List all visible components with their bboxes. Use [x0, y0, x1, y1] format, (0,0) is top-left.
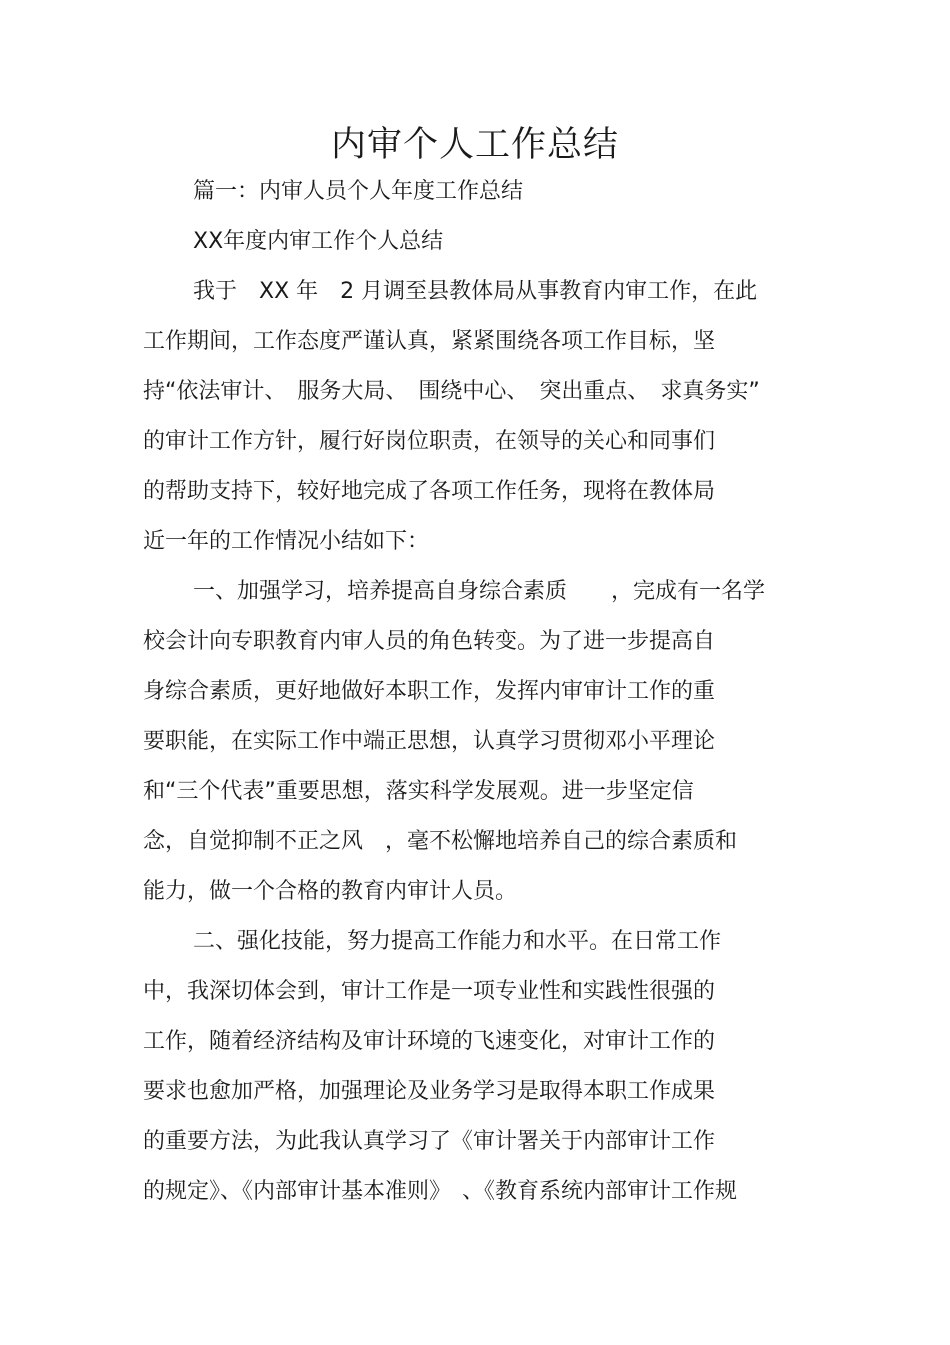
- paragraph-line: 的规定》、《内部审计基本准则》 、《教育系统内部审计工作规: [143, 1179, 738, 1204]
- paragraph-line: 一、加强学习，培养提高自身综合素质 ，完成有一名学: [193, 579, 766, 604]
- paragraph-line: 的审计工作方针，履行好岗位职责，在领导的关心和同事们: [143, 429, 716, 454]
- paragraph-line: 持“依法审计、 服务大局、 围绕中心、 突出重点、 求真务实”: [143, 379, 760, 404]
- paragraph-line: 二、强化技能，努力提高工作能力和水平。在日常工作: [193, 929, 722, 954]
- paragraph-line: 身综合素质，更好地做好本职工作，发挥内审审计工作的重: [143, 679, 716, 704]
- document-title: 内审个人工作总结: [330, 125, 619, 165]
- paragraph-line: 和“三个代表”重要思想，落实科学发展观。进一步坚定信: [143, 779, 694, 804]
- paragraph-line: 能力，做一个合格的教育内审计人员。: [143, 879, 518, 904]
- paragraph-line: 工作期间，工作态度严谨认真，紧紧围绕各项工作目标，坚: [143, 329, 716, 354]
- paragraph-line: 工作，随着经济结构及审计环境的飞速变化，对审计工作的: [143, 1029, 716, 1054]
- paragraph-line: 的重要方法，为此我认真学习了《审计署关于内部审计工作: [143, 1129, 716, 1154]
- paragraph-line: 中，我深切体会到，审计工作是一项专业性和实践性很强的: [143, 979, 716, 1004]
- paragraph-line: 念，自觉抑制不正之风 ，毫不松懈地培养自己的综合素质和: [143, 829, 738, 854]
- paragraph-line: 的帮助支持下，较好地完成了各项工作任务，现将在教体局: [143, 479, 716, 504]
- paragraph-line: 近一年的工作情况小结如下：: [143, 529, 430, 554]
- subtitle-line: 篇一：内审人员个人年度工作总结: [193, 179, 524, 204]
- paragraph-line: 要职能，在实际工作中端正思想，认真学习贯彻邓小平理论: [143, 729, 716, 754]
- section-heading-line: XX年度内审工作个人总结: [193, 229, 444, 254]
- paragraph-line: 校会计向专职教育内审人员的角色转变。为了进一步提高自: [143, 629, 716, 654]
- paragraph-line: 要求也愈加严格，加强理论及业务学习是取得本职工作成果: [143, 1079, 716, 1104]
- paragraph-line: 我于 XX 年 2 月调至县教体局从事教育内审工作，在此: [193, 279, 758, 304]
